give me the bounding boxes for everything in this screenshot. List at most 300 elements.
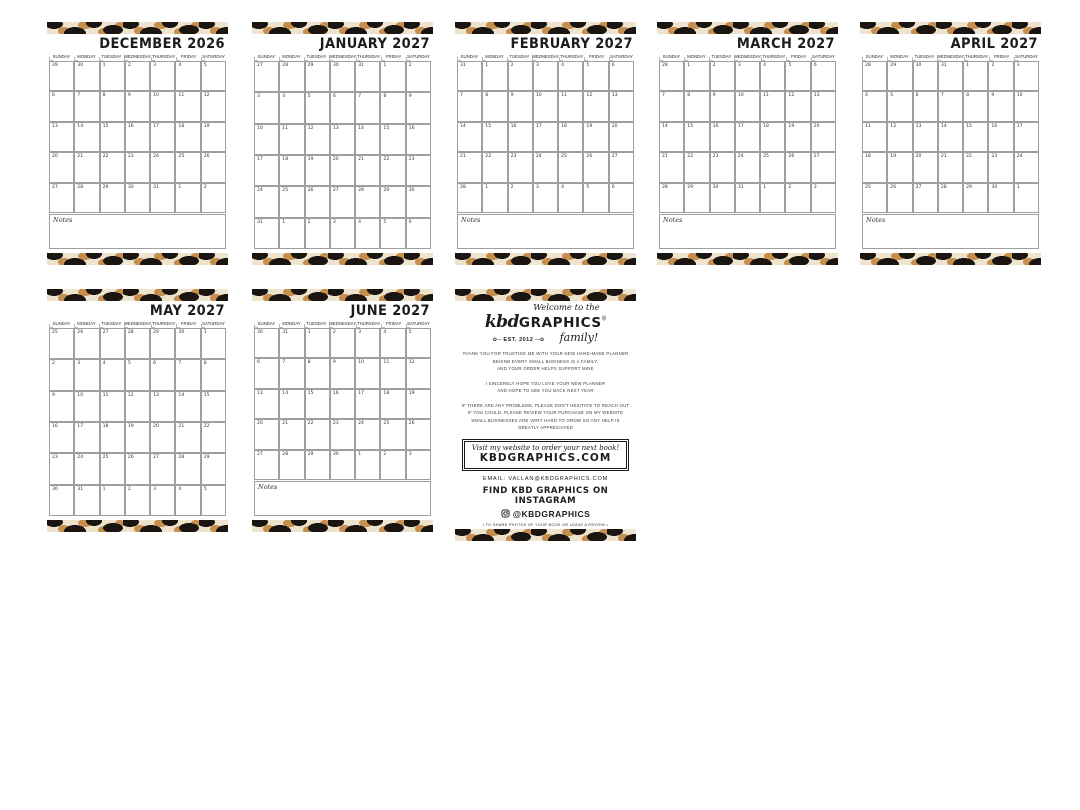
week-row bbox=[862, 122, 1039, 152]
date-number: 14 bbox=[77, 123, 84, 129]
week-row bbox=[49, 485, 226, 516]
date-number: 5 bbox=[890, 93, 894, 99]
date-number: 18 bbox=[178, 123, 185, 129]
week-row bbox=[254, 124, 431, 155]
leopard-border-top bbox=[47, 22, 228, 34]
date-number: 23 bbox=[991, 154, 998, 160]
day-cell bbox=[508, 152, 533, 182]
day-cell bbox=[785, 61, 810, 91]
date-number: 2 bbox=[510, 63, 514, 68]
date-number: 26 bbox=[408, 421, 415, 427]
date-number: 6 bbox=[611, 63, 615, 68]
date-number: 24 bbox=[1016, 154, 1023, 160]
day-cell bbox=[305, 124, 330, 155]
date-number: 1 bbox=[966, 63, 970, 68]
date-number: 28 bbox=[178, 455, 185, 461]
date-number: 31 bbox=[257, 219, 263, 225]
date-number: 22 bbox=[687, 154, 694, 160]
date-number: 31 bbox=[282, 330, 289, 335]
day-cell bbox=[735, 122, 760, 152]
date-number: 6 bbox=[611, 184, 615, 190]
instagram-handle-row bbox=[501, 509, 591, 519]
day-cell bbox=[175, 122, 200, 152]
week-row bbox=[862, 152, 1039, 182]
date-number: 31 bbox=[460, 63, 466, 68]
week-row bbox=[659, 91, 836, 121]
date-number: 14 bbox=[940, 123, 947, 129]
week-row bbox=[457, 122, 634, 152]
day-cell bbox=[887, 183, 912, 213]
date-number: 7 bbox=[358, 94, 362, 100]
date-number: 21 bbox=[178, 423, 185, 429]
day-cell bbox=[175, 152, 200, 182]
leopard-border-bottom bbox=[860, 253, 1041, 265]
date-number: 9 bbox=[52, 392, 55, 398]
date-number: 30 bbox=[178, 330, 185, 335]
day-cell bbox=[201, 183, 226, 213]
day-cell bbox=[355, 450, 380, 480]
date-number: 8 bbox=[687, 93, 691, 99]
date-number: 27 bbox=[611, 154, 618, 160]
date-number: 31 bbox=[737, 184, 744, 190]
date-number: 30 bbox=[127, 184, 134, 190]
date-number: 28 bbox=[358, 188, 364, 194]
weekday-label: SATURDAY bbox=[1015, 54, 1038, 59]
date-number: 8 bbox=[203, 361, 207, 367]
notes-row bbox=[659, 214, 836, 249]
day-cell bbox=[988, 152, 1013, 182]
day-cell bbox=[963, 61, 988, 91]
day-cell bbox=[508, 183, 533, 213]
weekday-label: FRIDAY bbox=[381, 320, 406, 328]
day-cell bbox=[330, 218, 355, 249]
date-number: 12 bbox=[408, 360, 415, 366]
date-number: 30 bbox=[991, 184, 998, 190]
day-cell bbox=[406, 218, 431, 249]
calendar-page-january-2027 bbox=[252, 22, 433, 265]
date-number: 27 bbox=[915, 184, 922, 190]
weekday-label: FRIDAY bbox=[786, 53, 811, 61]
date-number: 17 bbox=[535, 123, 542, 129]
day-cell bbox=[254, 328, 279, 358]
week-row bbox=[49, 359, 226, 390]
date-number: 20 bbox=[915, 154, 922, 160]
day-cell bbox=[74, 391, 99, 422]
date-number: 3 bbox=[813, 184, 817, 190]
date-number: 30 bbox=[712, 184, 719, 190]
date-number: 18 bbox=[102, 423, 109, 429]
date-number: 23 bbox=[52, 455, 58, 461]
date-number: 21 bbox=[77, 154, 84, 160]
day-cell bbox=[508, 61, 533, 91]
weekday-label: SATURDAY bbox=[812, 54, 835, 59]
date-number: 17 bbox=[1016, 123, 1023, 129]
day-cell bbox=[305, 389, 330, 419]
date-number: 1 bbox=[383, 63, 387, 68]
day-cell bbox=[735, 61, 760, 91]
weekday-label: WEDNESDAY bbox=[531, 54, 560, 59]
registered-mark: ® bbox=[601, 316, 607, 323]
week-row bbox=[254, 155, 431, 186]
date-number: 24 bbox=[153, 154, 159, 160]
date-number: 4 bbox=[763, 63, 767, 68]
day-cell bbox=[175, 453, 200, 484]
calendar-page-december-2026 bbox=[47, 22, 228, 265]
calendar-page-may-2027 bbox=[47, 289, 228, 532]
week-row bbox=[659, 61, 836, 91]
day-cell bbox=[100, 453, 125, 484]
week-row bbox=[254, 328, 431, 358]
date-number: 18 bbox=[561, 123, 567, 129]
day-cell bbox=[100, 122, 125, 152]
date-number: 23 bbox=[712, 154, 719, 160]
date-number: 28 bbox=[282, 63, 289, 68]
date-number: 25 bbox=[52, 330, 58, 335]
date-number: 28 bbox=[662, 63, 668, 68]
day-cell bbox=[125, 183, 150, 213]
hope-paragraph bbox=[486, 380, 606, 395]
date-number: 2 bbox=[332, 330, 336, 335]
leopard-border-top bbox=[657, 22, 838, 34]
day-cell bbox=[279, 218, 304, 249]
date-number: 31 bbox=[358, 63, 364, 68]
day-cell bbox=[201, 391, 226, 422]
day-cell bbox=[150, 485, 175, 516]
day-cell bbox=[175, 61, 200, 91]
day-cell bbox=[558, 152, 583, 182]
day-cell bbox=[201, 453, 226, 484]
date-number: 1 bbox=[203, 330, 207, 335]
date-number: 26 bbox=[203, 154, 210, 160]
date-number: 17 bbox=[358, 390, 364, 396]
date-number: 26 bbox=[890, 184, 897, 190]
date-number: 29 bbox=[890, 63, 897, 68]
day-cell bbox=[380, 419, 405, 449]
weekday-label: FRIDAY bbox=[584, 53, 609, 61]
date-number: 25 bbox=[282, 188, 289, 194]
week-row bbox=[457, 91, 634, 121]
date-number: 1 bbox=[1016, 184, 1020, 190]
day-cell bbox=[735, 91, 760, 121]
date-number: 13 bbox=[153, 392, 159, 398]
date-number: 25 bbox=[383, 421, 390, 427]
date-number: 7 bbox=[940, 93, 944, 99]
day-cell bbox=[74, 61, 99, 91]
day-cell bbox=[963, 91, 988, 121]
weekday-label: SUNDAY bbox=[49, 320, 74, 328]
day-cell bbox=[609, 91, 634, 121]
day-cell bbox=[710, 183, 735, 213]
date-number: 13 bbox=[332, 125, 339, 131]
day-cell bbox=[355, 218, 380, 249]
weekday-label: TUESDAY bbox=[912, 53, 937, 61]
weekday-label: TUESDAY bbox=[304, 320, 329, 328]
est-line bbox=[493, 332, 599, 344]
day-cell bbox=[684, 61, 709, 91]
week-row bbox=[254, 186, 431, 217]
date-number: 30 bbox=[52, 486, 58, 492]
day-cell bbox=[406, 124, 431, 155]
date-number: 10 bbox=[77, 392, 84, 398]
day-cell bbox=[49, 328, 74, 359]
day-cell bbox=[330, 328, 355, 358]
date-number: 17 bbox=[77, 423, 84, 429]
date-number: 30 bbox=[332, 451, 339, 457]
month-title: MAY 2027 bbox=[149, 303, 225, 320]
date-number: 22 bbox=[485, 154, 492, 160]
day-cell bbox=[1014, 183, 1039, 213]
day-cell bbox=[760, 122, 785, 152]
date-number: 3 bbox=[153, 486, 157, 492]
weekday-label: TUESDAY bbox=[507, 53, 532, 61]
day-cell bbox=[74, 422, 99, 453]
month-title: FEBRUARY 2027 bbox=[510, 36, 633, 53]
day-cell bbox=[659, 152, 684, 182]
day-cell bbox=[49, 391, 74, 422]
day-cell bbox=[482, 152, 507, 182]
day-cell bbox=[609, 122, 634, 152]
date-number: 22 bbox=[102, 154, 109, 160]
leopard-border-bottom bbox=[252, 253, 433, 265]
week-row bbox=[254, 92, 431, 123]
day-cell bbox=[150, 422, 175, 453]
day-cell bbox=[279, 124, 304, 155]
date-number: 20 bbox=[332, 156, 339, 162]
date-number: 29 bbox=[52, 63, 58, 68]
week-row bbox=[659, 122, 836, 152]
weekday-label: SUNDAY bbox=[254, 53, 279, 61]
date-number: 30 bbox=[77, 63, 84, 68]
weekday-label: THURSDAY bbox=[762, 54, 786, 59]
day-cell bbox=[100, 91, 125, 121]
day-cell bbox=[74, 453, 99, 484]
day-cell bbox=[785, 91, 810, 121]
day-cell bbox=[74, 359, 99, 390]
day-cell bbox=[330, 186, 355, 217]
day-cell bbox=[457, 122, 482, 152]
day-cell bbox=[735, 152, 760, 182]
date-number: 11 bbox=[102, 392, 109, 398]
date-number: 25 bbox=[763, 154, 769, 160]
date-number: 20 bbox=[52, 154, 58, 160]
week-row bbox=[862, 183, 1039, 213]
day-cell bbox=[305, 186, 330, 217]
day-cell bbox=[1014, 122, 1039, 152]
date-number: 19 bbox=[586, 123, 593, 129]
date-number: 16 bbox=[52, 423, 58, 429]
week-row bbox=[49, 422, 226, 453]
day-cell bbox=[355, 124, 380, 155]
date-number: 31 bbox=[940, 63, 947, 68]
week-row bbox=[862, 91, 1039, 121]
day-cell bbox=[406, 155, 431, 186]
day-cell bbox=[862, 91, 887, 121]
date-number: 1 bbox=[102, 63, 106, 68]
date-number: 27 bbox=[257, 451, 263, 457]
date-number: 19 bbox=[127, 423, 134, 429]
day-cell bbox=[201, 422, 226, 453]
weekday-label: MONDAY bbox=[279, 53, 304, 61]
day-cell bbox=[913, 152, 938, 182]
leopard-border-top bbox=[455, 289, 636, 301]
notes-row bbox=[862, 214, 1039, 249]
day-cell bbox=[684, 122, 709, 152]
day-cell bbox=[175, 391, 200, 422]
date-number: 24 bbox=[535, 154, 542, 160]
date-number: 24 bbox=[257, 188, 263, 194]
date-number: 2 bbox=[788, 184, 792, 190]
day-cell bbox=[558, 91, 583, 121]
date-number: 2 bbox=[408, 63, 412, 68]
leopard-border-bottom bbox=[47, 253, 228, 265]
date-number: 1 bbox=[763, 184, 767, 190]
day-cell bbox=[533, 122, 558, 152]
date-number: 14 bbox=[358, 125, 364, 131]
month-grid bbox=[659, 53, 836, 249]
instagram-icon bbox=[501, 509, 510, 518]
date-number: 21 bbox=[358, 156, 364, 162]
day-cell bbox=[406, 389, 431, 419]
day-cell bbox=[406, 61, 431, 92]
date-number: 23 bbox=[510, 154, 517, 160]
day-cell bbox=[1014, 152, 1039, 182]
day-cell bbox=[355, 61, 380, 92]
week-row bbox=[254, 61, 431, 92]
day-cell bbox=[963, 152, 988, 182]
date-number: 7 bbox=[460, 93, 463, 99]
date-number: 12 bbox=[307, 125, 314, 131]
date-number: 6 bbox=[332, 94, 336, 100]
day-cell bbox=[279, 155, 304, 186]
date-number: 2 bbox=[127, 486, 131, 492]
date-number: 7 bbox=[662, 93, 665, 99]
date-number: 7 bbox=[77, 93, 81, 99]
logo-kbd-text: kbd bbox=[484, 311, 519, 332]
problems-paragraph bbox=[461, 402, 630, 432]
weekday-label: SATURDAY bbox=[407, 321, 430, 326]
date-number: 16 bbox=[991, 123, 998, 129]
thanks-paragraph bbox=[463, 350, 629, 373]
day-cell bbox=[175, 422, 200, 453]
date-number: 30 bbox=[257, 330, 263, 335]
date-number: 2 bbox=[307, 219, 311, 225]
day-cell bbox=[74, 122, 99, 152]
weekday-header-row bbox=[49, 320, 226, 328]
date-number: 3 bbox=[332, 219, 336, 225]
day-cell bbox=[406, 92, 431, 123]
month-grid bbox=[457, 53, 634, 249]
day-cell bbox=[279, 186, 304, 217]
week-row bbox=[254, 419, 431, 449]
weekday-header-row bbox=[254, 53, 431, 61]
date-number: 31 bbox=[77, 486, 84, 492]
day-cell bbox=[785, 122, 810, 152]
day-cell bbox=[201, 485, 226, 516]
day-cell bbox=[125, 328, 150, 359]
date-number: 14 bbox=[282, 390, 289, 396]
date-number: 2 bbox=[991, 63, 995, 68]
day-cell bbox=[150, 152, 175, 182]
day-cell bbox=[254, 155, 279, 186]
week-row bbox=[659, 183, 836, 213]
date-number: 23 bbox=[127, 154, 134, 160]
date-number: 9 bbox=[510, 93, 514, 99]
welcome-page bbox=[455, 289, 636, 532]
notes-label: Notes bbox=[461, 216, 481, 225]
day-cell bbox=[175, 485, 200, 516]
day-cell bbox=[125, 91, 150, 121]
week-row bbox=[49, 122, 226, 152]
weekday-label: FRIDAY bbox=[176, 53, 201, 61]
thanks-line: BEHIND EVERY SMALL BUSINESS IS A FAMILY, bbox=[492, 358, 599, 364]
date-number: 26 bbox=[77, 330, 84, 335]
week-row bbox=[457, 152, 634, 182]
date-number: 10 bbox=[358, 360, 364, 366]
day-cell bbox=[380, 92, 405, 123]
day-cell bbox=[100, 328, 125, 359]
day-cell bbox=[254, 61, 279, 92]
date-number: 5 bbox=[307, 94, 311, 100]
weekday-label: FRIDAY bbox=[176, 320, 201, 328]
date-number: 29 bbox=[383, 188, 390, 194]
date-number: 15 bbox=[966, 123, 972, 129]
day-cell bbox=[279, 61, 304, 92]
day-cell bbox=[380, 61, 405, 92]
date-number: 3 bbox=[77, 361, 81, 367]
weekday-label: SUNDAY bbox=[457, 53, 482, 61]
weekday-label: FRIDAY bbox=[989, 53, 1014, 61]
day-cell bbox=[254, 186, 279, 217]
day-cell bbox=[150, 453, 175, 484]
day-cell bbox=[279, 389, 304, 419]
weekday-header-row bbox=[457, 53, 634, 61]
day-cell bbox=[760, 152, 785, 182]
day-cell bbox=[305, 218, 330, 249]
weekday-label: SATURDAY bbox=[610, 54, 633, 59]
date-number: 18 bbox=[383, 390, 390, 396]
day-cell bbox=[659, 61, 684, 91]
date-number: 4 bbox=[383, 330, 387, 335]
date-number: 11 bbox=[383, 360, 390, 366]
date-number: 12 bbox=[586, 93, 593, 99]
day-cell bbox=[49, 122, 74, 152]
day-cell bbox=[558, 122, 583, 152]
day-cell bbox=[355, 155, 380, 186]
date-number: 1 bbox=[687, 63, 691, 68]
date-number: 27 bbox=[52, 184, 58, 190]
date-number: 5 bbox=[586, 184, 590, 190]
date-number: 5 bbox=[203, 63, 207, 68]
date-number: 17 bbox=[153, 123, 159, 129]
date-number: 25 bbox=[865, 184, 871, 190]
date-number: 16 bbox=[712, 123, 719, 129]
weekday-label: WEDNESDAY bbox=[328, 54, 357, 59]
day-cell bbox=[482, 61, 507, 91]
day-cell bbox=[125, 422, 150, 453]
date-number: 16 bbox=[332, 390, 339, 396]
date-number: 24 bbox=[737, 154, 744, 160]
date-number: 28 bbox=[127, 330, 134, 335]
day-cell bbox=[988, 122, 1013, 152]
leopard-border-top bbox=[47, 289, 228, 301]
date-number: 11 bbox=[865, 123, 871, 129]
week-row bbox=[254, 450, 431, 480]
date-number: 23 bbox=[408, 156, 415, 162]
month-grid bbox=[49, 320, 226, 516]
date-number: 3 bbox=[408, 451, 412, 457]
day-cell bbox=[150, 183, 175, 213]
day-cell bbox=[330, 124, 355, 155]
